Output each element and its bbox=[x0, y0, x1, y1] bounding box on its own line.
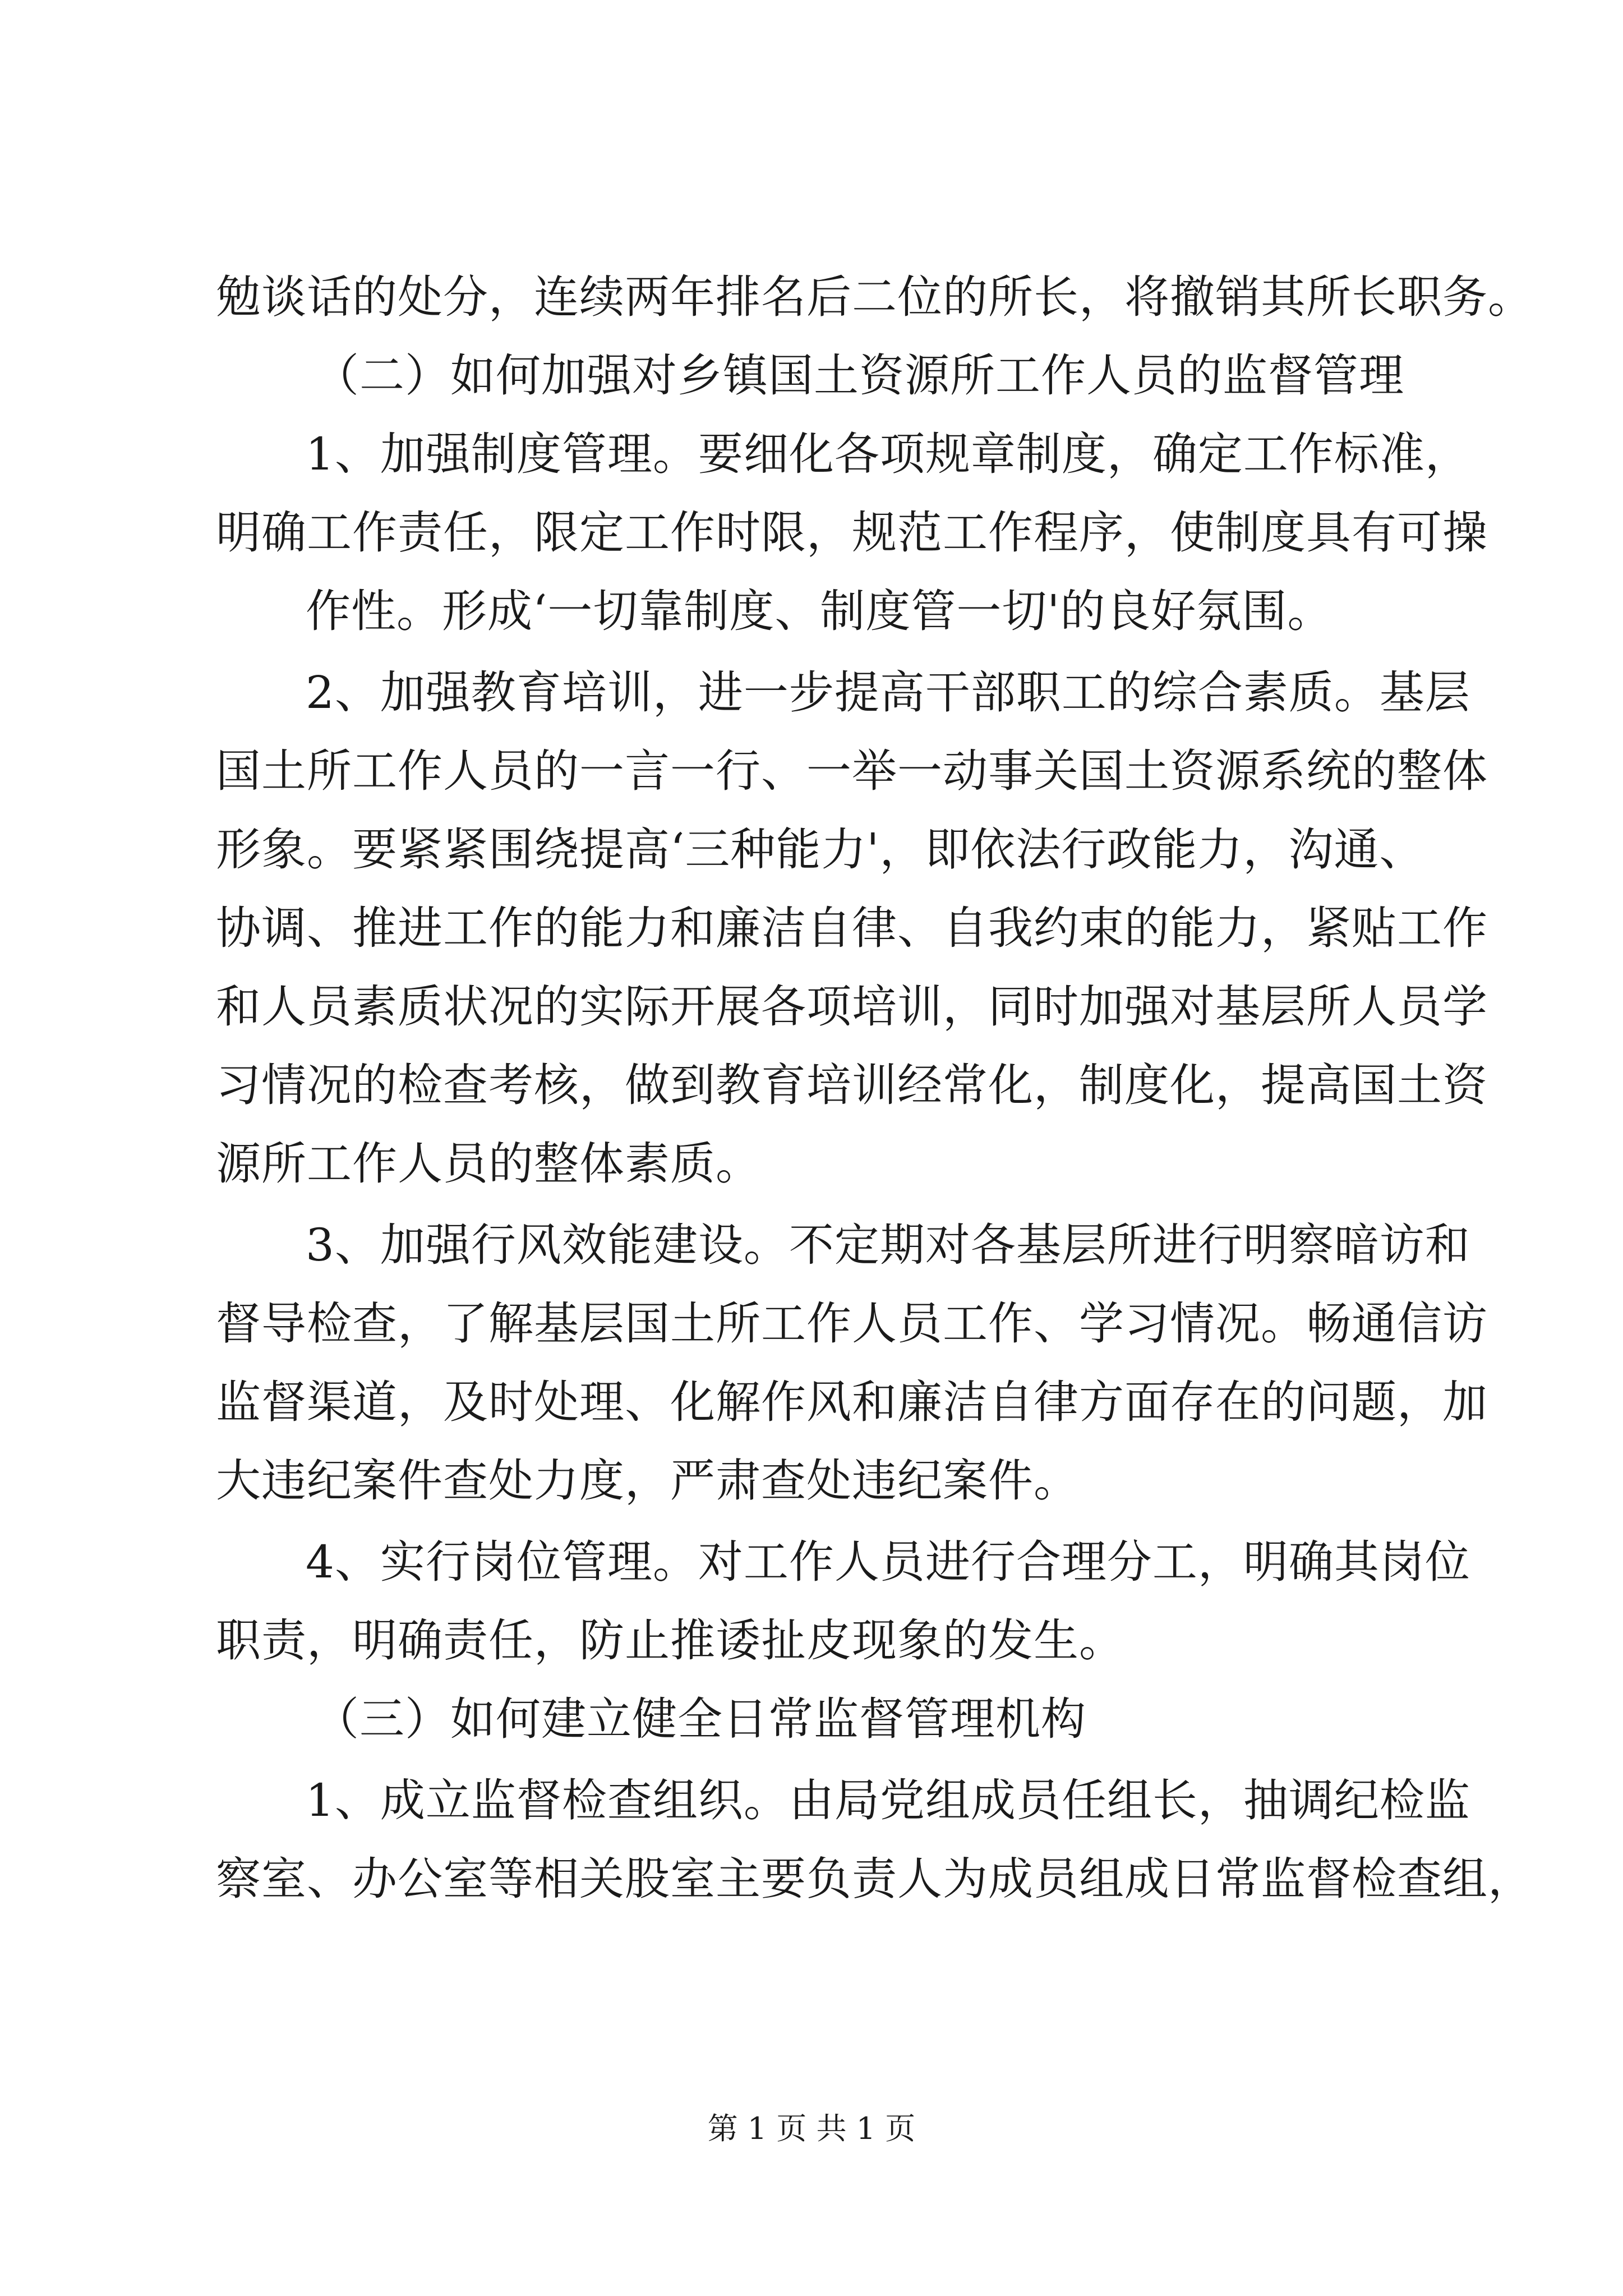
body-line: 1、成立监督检查组织。由局党组成员任组长，抽调纪检监 bbox=[306, 1774, 1470, 1826]
body-line: 源所工作人员的整体素质。 bbox=[216, 1138, 761, 1190]
body-line: 作性。形成‘一切靠制度、制度管一切'的良好氛围。 bbox=[306, 585, 1333, 637]
body-line: 监督渠道，及时处理、化解作风和廉洁自律方面存在的问题，加 bbox=[216, 1376, 1488, 1428]
section-heading: （二）如何加强对乡镇国土资源所工作人员的监督管理 bbox=[314, 349, 1404, 402]
body-line: 形象。要紧紧围绕提高‘三种能力'，即依法行政能力，沟通、 bbox=[216, 823, 1425, 876]
body-line: 3、加强行风效能建设。不定期对各基层所进行明察暗访和 bbox=[306, 1219, 1470, 1271]
body-line: 国土所工作人员的一言一行、一举一动事关国土资源系统的整体 bbox=[216, 745, 1488, 797]
body-line: 协调、推进工作的能力和廉洁自律、自我约束的能力，紧贴工作 bbox=[216, 902, 1488, 954]
body-line: 明确工作责任，限定工作时限，规范工作程序，使制度具有可操 bbox=[216, 507, 1488, 559]
page-footer: 第 1 页 共 1 页 bbox=[707, 2111, 916, 2146]
body-line: 和人员素质状况的实际开展各项培训，同时加强对基层所人员学 bbox=[216, 981, 1488, 1033]
body-line: 1、加强制度管理。要细化各项规章制度，确定工作标准， bbox=[306, 428, 1470, 480]
body-line: 习情况的检查考核，做到教育培训经常化，制度化，提高国土资 bbox=[216, 1059, 1488, 1111]
body-line: 勉谈话的处分，连续两年排名后二位的所长，将撤销其所长职务。 bbox=[216, 271, 1533, 323]
section-heading: （三）如何建立健全日常监督管理机构 bbox=[314, 1693, 1086, 1745]
body-line: 大违纪案件查处力度，严肃查处违纪案件。 bbox=[216, 1455, 1079, 1507]
body-line: 4、实行岗位管理。对工作人员进行合理分工，明确其岗位 bbox=[306, 1536, 1470, 1588]
body-line: 察室、办公室等相关股室主要负责人为成员组成日常监督检查组， bbox=[216, 1853, 1533, 1905]
body-line: 职责，明确责任，防止推诿扯皮现象的发生。 bbox=[216, 1614, 1124, 1667]
body-line: 督导检查，了解基层国土所工作人员工作、学习情况。畅通信访 bbox=[216, 1297, 1488, 1350]
body-line: 2、加强教育培训，进一步提高干部职工的综合素质。基层 bbox=[306, 666, 1470, 719]
